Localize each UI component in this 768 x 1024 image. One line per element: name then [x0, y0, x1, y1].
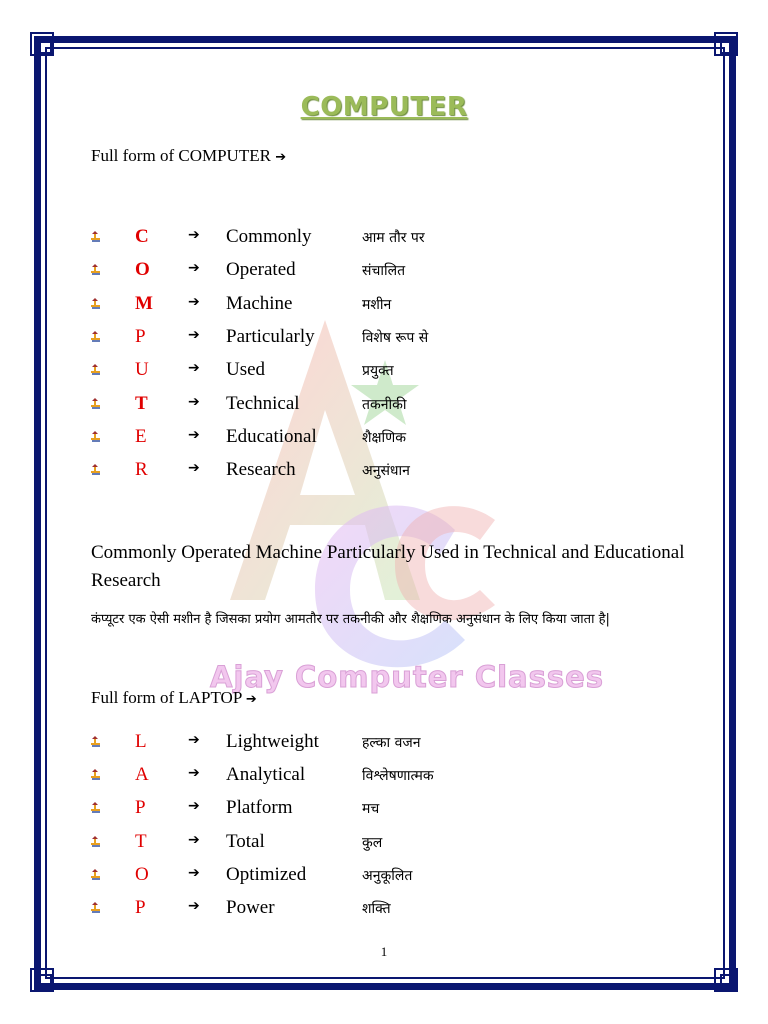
- list-item: [0, 864, 768, 888]
- acronym-letter: C: [135, 226, 149, 247]
- bullet-arrow-icon: [90, 364, 101, 375]
- acronym-word: Total: [226, 830, 265, 852]
- acronym-hindi: कुल: [362, 834, 383, 851]
- list-item: [0, 764, 768, 788]
- acronym-word: Platform: [226, 797, 293, 819]
- acronym-letter: E: [135, 425, 147, 447]
- acronym-letter: P: [135, 325, 146, 347]
- right-arrow-icon: ➔: [188, 831, 200, 848]
- acronym-hindi: शैक्षणिक: [362, 429, 407, 446]
- list-item: [0, 359, 768, 383]
- acronym-word: Machine: [226, 292, 293, 314]
- acronym-hindi: विशेष रूप से: [362, 329, 429, 346]
- list-item: [0, 393, 768, 417]
- acronym-word: Commonly: [226, 226, 312, 247]
- computer-summary: Commonly Operated Machine Particularly Used in Technical and Educational Research: [91, 542, 685, 591]
- acronym-word: Educational: [226, 425, 317, 447]
- bullet-arrow-icon: [90, 836, 101, 847]
- right-arrow-icon: ➔: [188, 898, 200, 914]
- computer-heading: [91, 146, 286, 166]
- right-arrow-icon: ➔: [188, 293, 200, 310]
- right-arrow-icon: ➔: [245, 692, 257, 707]
- bullet-arrow-icon: [90, 398, 101, 409]
- acronym-word: Research: [226, 459, 296, 481]
- acronym-word: Power: [226, 897, 275, 918]
- laptop-heading-text: Full form of LAPTOP: [91, 688, 242, 707]
- bullet-arrow-icon: [90, 769, 101, 780]
- right-arrow-icon: ➔: [188, 460, 200, 477]
- right-arrow-icon: ➔: [188, 326, 200, 343]
- acronym-letter: U: [135, 359, 149, 381]
- computer-summary-hindi: कंप्यूटर एक ऐसी मशीन है जिसका प्रयोग आमतौर पर तकनीकी और शैक्षणिक अनुसंधान के लिए किया जाता है|: [91, 612, 610, 627]
- acronym-word: Lightweight: [226, 731, 319, 752]
- bullet-arrow-icon: [90, 736, 101, 747]
- acronym-word: Particularly: [226, 325, 315, 347]
- bullet-arrow-icon: [90, 431, 101, 442]
- acronym-hindi: शक्ति: [362, 901, 391, 917]
- list-item: [0, 293, 768, 317]
- right-arrow-icon: ➔: [188, 426, 200, 443]
- list-item: [0, 797, 768, 821]
- right-arrow-icon: ➔: [188, 360, 200, 377]
- acronym-letter: O: [135, 863, 149, 885]
- acronym-word: Analytical: [226, 764, 306, 786]
- acronym-hindi: प्रयुक्त: [362, 363, 394, 380]
- page-number: 1: [380, 944, 388, 959]
- right-arrow-icon: ➔: [188, 227, 200, 243]
- acronym-hindi: मच: [362, 801, 380, 818]
- acronym-letter: O: [135, 259, 150, 281]
- bullet-arrow-icon: [90, 298, 101, 309]
- list-item: [0, 731, 768, 755]
- right-arrow-icon: ➔: [188, 260, 200, 277]
- watermark-text: Ajay Computer Classes: [210, 660, 605, 694]
- bullet-arrow-icon: [90, 331, 101, 342]
- bullet-arrow-icon: [90, 869, 101, 880]
- right-arrow-icon: ➔: [275, 150, 287, 165]
- bullet-arrow-icon: [90, 902, 101, 913]
- bullet-arrow-icon: [90, 231, 101, 242]
- acronym-word: Technical: [226, 392, 300, 414]
- acronym-hindi: विश्लेषणात्मक: [362, 768, 434, 785]
- acronym-letter: P: [135, 897, 146, 918]
- acronym-hindi: मशीन: [362, 296, 392, 313]
- acronym-hindi: हल्का वजन: [362, 735, 421, 751]
- list-item: [0, 226, 768, 250]
- bullet-arrow-icon: [90, 464, 101, 475]
- acronym-letter: R: [135, 459, 148, 481]
- acronym-letter: T: [135, 830, 147, 852]
- right-arrow-icon: ➔: [188, 393, 200, 410]
- right-arrow-icon: ➔: [188, 732, 200, 748]
- acronym-word: Optimized: [226, 863, 307, 885]
- acronym-hindi: आम तौर पर: [362, 230, 425, 246]
- acronym-hindi: अनुसंधान: [362, 463, 410, 480]
- computer-heading-text: Full form of COMPUTER: [91, 146, 271, 165]
- acronym-word: Operated: [226, 259, 296, 281]
- acronym-letter: A: [135, 764, 149, 786]
- right-arrow-icon: ➔: [188, 798, 200, 815]
- acronym-word: Used: [226, 359, 266, 381]
- acronym-letter: P: [135, 797, 146, 819]
- bullet-arrow-icon: [90, 264, 101, 275]
- acronym-letter: T: [135, 392, 148, 414]
- right-arrow-icon: ➔: [188, 765, 200, 782]
- list-item: [0, 831, 768, 855]
- list-item: [0, 259, 768, 283]
- right-arrow-icon: ➔: [188, 864, 200, 881]
- acronym-letter: M: [135, 292, 153, 314]
- list-item: [0, 459, 768, 483]
- list-item: [0, 326, 768, 350]
- list-item: [0, 897, 768, 921]
- acronym-letter: L: [135, 731, 147, 752]
- laptop-heading: [91, 688, 257, 708]
- acronym-hindi: संचालित: [362, 263, 406, 280]
- list-item: [0, 426, 768, 450]
- bullet-arrow-icon: [90, 802, 101, 813]
- acronym-hindi: अनुकूलित: [362, 867, 413, 884]
- page-title: COMPUTER: [300, 92, 468, 122]
- acronym-hindi: तकनीकी: [362, 396, 407, 413]
